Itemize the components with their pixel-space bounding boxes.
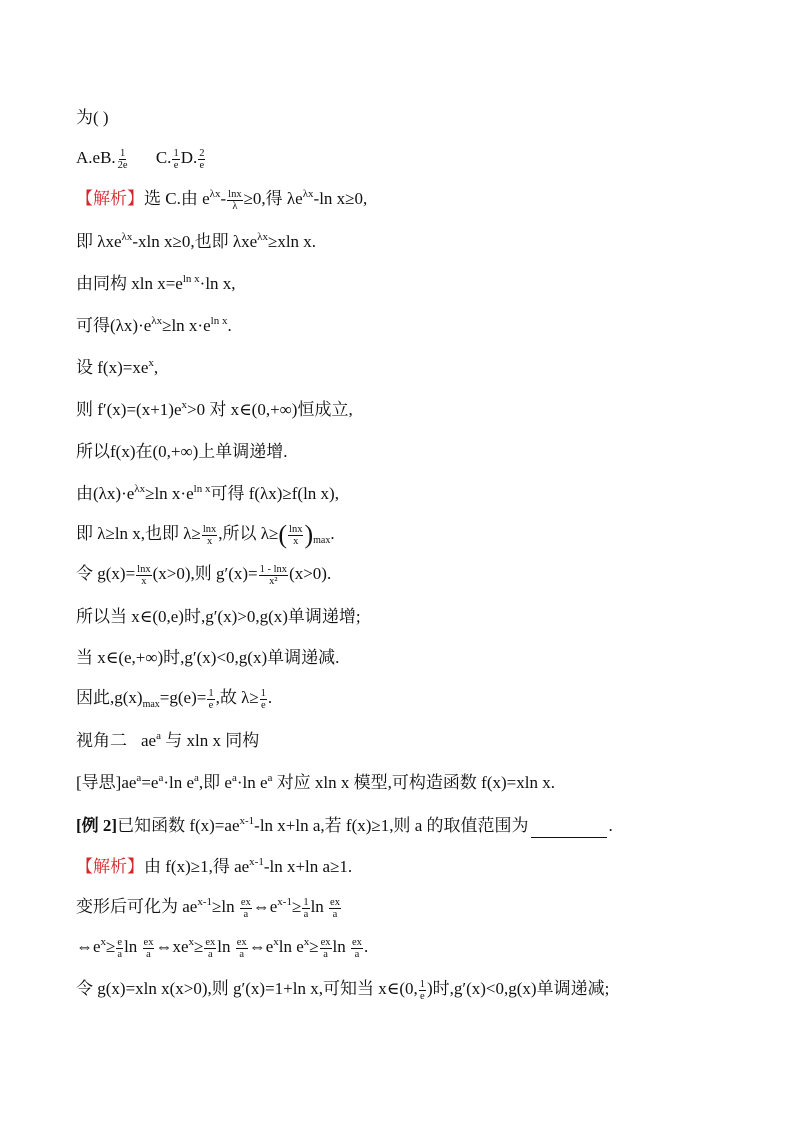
section-heading: 视角二 $ae^a$ 与 xln x 同构 bbox=[76, 730, 260, 750]
option-b-fraction: $\frac{1}{2e}$ bbox=[117, 147, 128, 171]
fraction: $\frac{e}{a}$ bbox=[117, 936, 123, 960]
fraction: $\frac{ex}{a}$ bbox=[143, 936, 154, 960]
option-a: A.e bbox=[76, 148, 101, 167]
fraction: $\frac{ex}{a}$ bbox=[330, 896, 340, 920]
fraction: $\frac{1}{a}$ bbox=[303, 896, 309, 920]
fraction: $\frac{1 - \ln x}{\text{x²}}$ bbox=[259, 563, 288, 587]
fraction: $\frac{ex}{a}$ bbox=[240, 896, 251, 920]
example-label: [例 2] bbox=[76, 816, 118, 835]
example-2: [例 2]已知函数 $f(x)=ae^{x-1}-\ln$ x+ln a,若 f(x)≥1,则 a 的取值范围为 . bbox=[76, 814, 613, 838]
solution-line-4: 可得$(\lambda x)\cdot e^{\lambda x}\ge\ln$ $x\cdot e^{ln x}$. bbox=[76, 315, 232, 335]
fraction: $\frac{\ln x}{x}$ bbox=[202, 523, 217, 547]
fraction: $\frac{ex}{a}$ bbox=[205, 936, 216, 960]
fraction: $\frac{ex}{a}$ bbox=[320, 936, 331, 960]
solution-line-10: 令 g(x)= $\frac{\ln x}{x}$ (x>0),则 g′(x)= $\frac{1 - \ln x}{\text{x²}}$ (x>0). bbox=[76, 563, 332, 587]
analysis-tag: 【解析】 bbox=[76, 189, 144, 208]
solution2-line-1: 【解析】由 f(x)≥1,得 $ae^{x-1}-\ln$ x+ln a≥1. bbox=[76, 856, 353, 876]
fraction: $\frac{\ln x}{x}$ bbox=[289, 523, 303, 547]
solution-line-6: 则 $f'(x)=(x+1)e^x>0$ 对 x∈(0,+∞)恒成立, bbox=[76, 399, 353, 419]
fraction: $\frac{1}{e}$ bbox=[208, 687, 214, 711]
answer-options bbox=[76, 146, 206, 171]
solution-line-5: 设 $f(x)=xe^x$, bbox=[76, 357, 159, 377]
question-stem-end: 为( ) bbox=[76, 108, 109, 127]
solution2-line-3: $\Leftrightarrow e^x\ge$ $\frac{e}{a}$ ln $\frac{ex}{a}$ $\Leftrightarrow xe^x\ge$ $\frac{ex}{a}$ ln $\frac{ex}{a}$ $\Leftrightarrow e^x\ln$ $e^x\ge$ $\frac{ex}{a}$ ln $\frac{ex}{a}$ . bbox=[76, 936, 369, 960]
answer-blank bbox=[531, 819, 607, 838]
fraction: $\frac{1}{e}$ bbox=[419, 978, 425, 1002]
fraction: $\frac{1}{e}$ bbox=[260, 687, 266, 711]
solution-line-8: 由$(\lambda x)\cdot e^{\lambda x}\ge\ln$ $x\cdot e^{ln x}$可得 f(λx)≥f(ln x), bbox=[76, 483, 339, 503]
solution-line-13: 因此$,g(x)_{max}=g(e)=$ $\frac{1}{e}$ ,故 λ≥ $\frac{1}{e}$ . bbox=[76, 687, 273, 711]
fraction: $\frac{ex}{a}$ bbox=[236, 936, 247, 960]
solution-line-3: 由同构 xln $x=e^{ln x}\cdot\ln$ x, bbox=[76, 273, 236, 293]
fraction: $\frac{\ln x}{x}$ bbox=[137, 563, 151, 587]
analysis-tag: 【解析】 bbox=[76, 857, 144, 876]
option-c: C. bbox=[155, 148, 172, 167]
solution-line-2: 即 λxe$^{\lambda x}$-xln x≥0,也即 λxe$^{\lambda x}$≥xln x. bbox=[76, 231, 317, 251]
solution-line-11: 所以当 x∈(0,e)时,g′(x)>0,g(x)单调递增; bbox=[76, 607, 361, 626]
fraction: $\frac{ex}{a}$ bbox=[352, 936, 362, 960]
solution-line-7: 所以f(x)在(0,+∞)上单调递增. bbox=[76, 442, 288, 461]
option-c-fraction: $\frac{1}{e}$ bbox=[173, 147, 179, 171]
solution2-line-2: 变形后可化为 $ae^{x-1}\ge\ln$ $\frac{ex}{a}$ $\Leftrightarrow e^{x-1}\ge$ $\frac{1}{a}$ ln $\frac{ex}{a}$ bbox=[76, 896, 340, 920]
option-b: B. bbox=[100, 148, 116, 167]
fraction: $\frac{\ln x}{\lambda}$ bbox=[228, 188, 242, 212]
solution-line-12: 当 x∈(e,+∞)时,g′(x)<0,g(x)单调递减. bbox=[76, 648, 340, 667]
guide-line: [导思]$ae^a=e^a\cdot\ln$ $e^a$,即 $e^a\cdot\ln$ $e^a$ 对应 xln x 模型,可构造函数 f(x)=xln x. bbox=[76, 772, 555, 792]
solution-line-1: 【解析】选 C.由 $e^{\lambda x}-$ $\frac{\ln x}{\lambda}$ ≥0,得 $\lambda e^{\lambda x}-\ln$ x≥0, bbox=[76, 188, 368, 212]
option-d: D. bbox=[180, 148, 198, 167]
solution-line-9: 即 λ≥ln x,也即 λ≥ $\frac{\ln x}{x}$ ,所以 λ≥( $\frac{\ln x}{x}$ )$_{max}$. bbox=[76, 520, 335, 550]
solution2-line-4: 令 g(x)=xln x(x>0),则 g′(x)=1+ln x,可知当 x∈(0, $\frac{1}{e}$ )时,g′(x)<0,g(x)单调递减; bbox=[76, 978, 610, 1002]
option-d-fraction: $\frac{2}{e}$ bbox=[199, 147, 205, 171]
